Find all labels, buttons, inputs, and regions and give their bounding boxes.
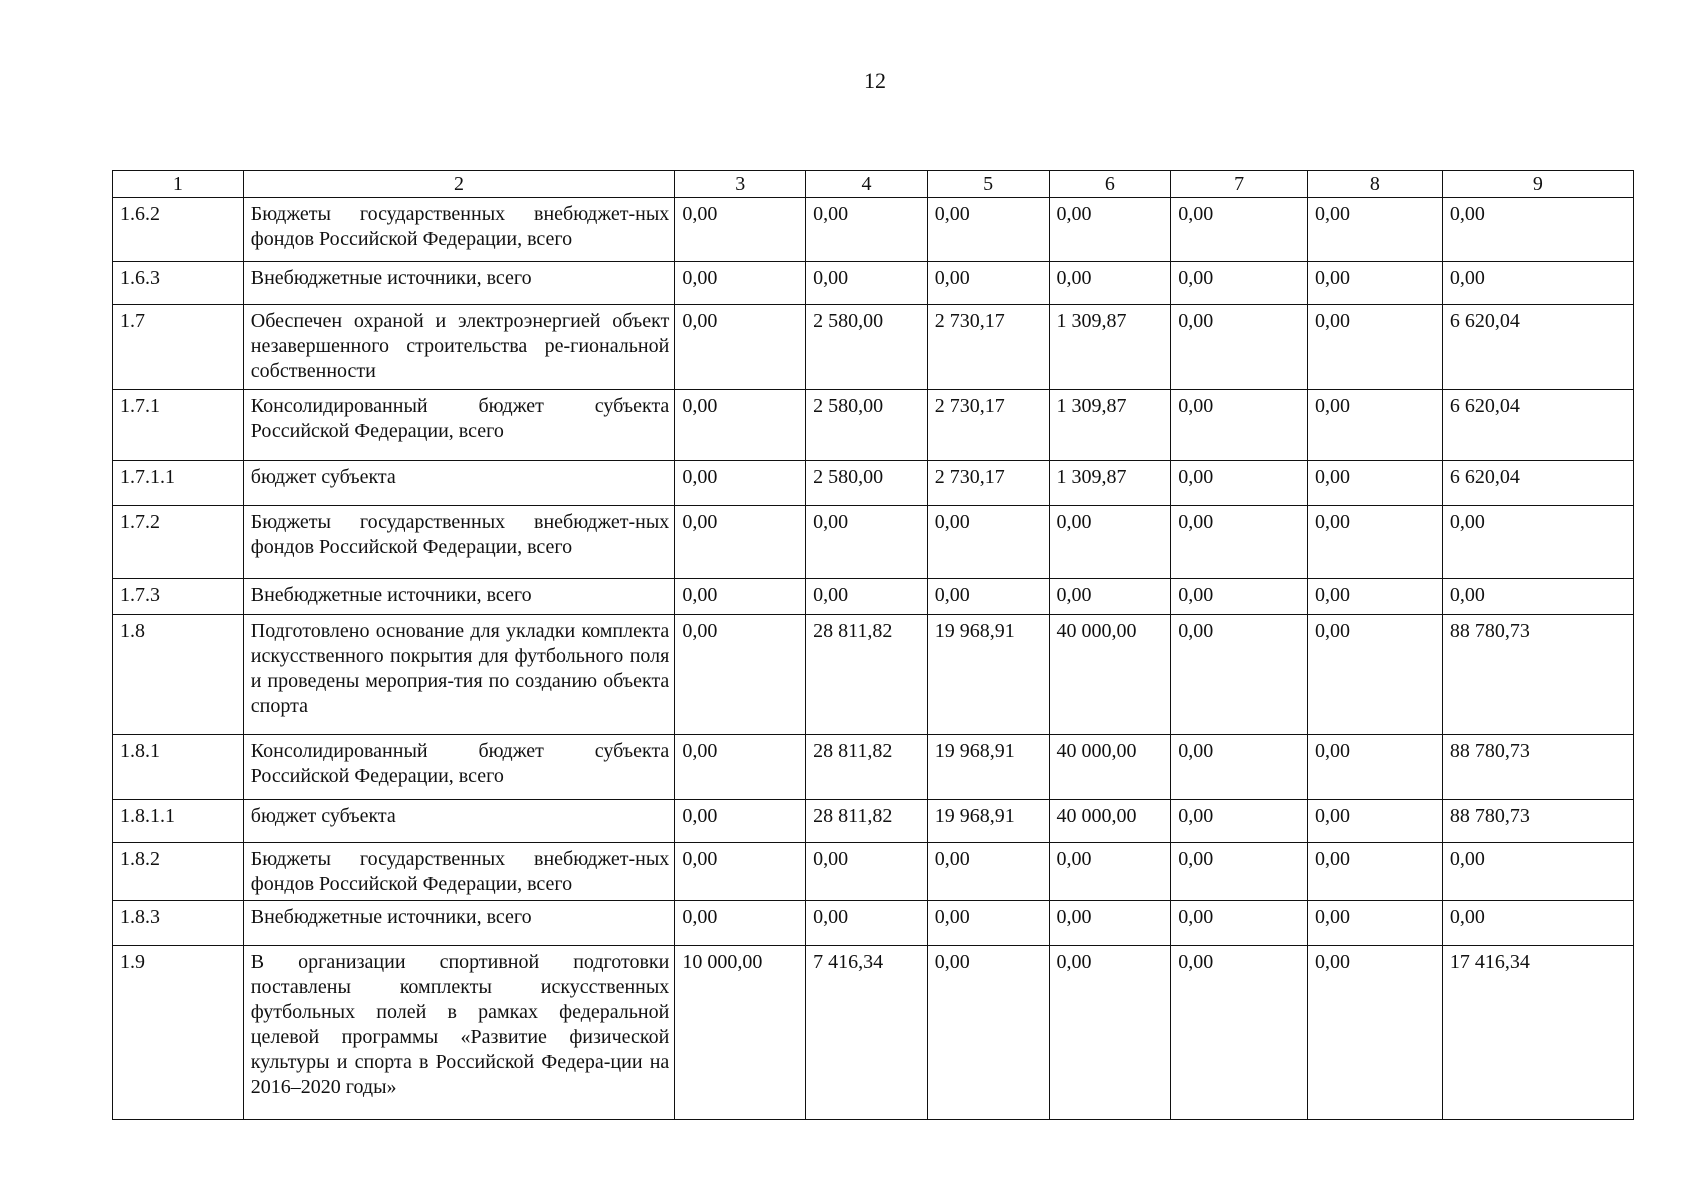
row-code: 1.6.3 [113, 262, 244, 305]
row-value: 0,00 [675, 843, 806, 901]
table-row [113, 198, 1634, 262]
table-row [113, 901, 1634, 946]
row-value: 0,00 [927, 579, 1049, 615]
table-row [113, 579, 1634, 615]
row-value: 0,00 [1049, 946, 1171, 1120]
column-header: 7 [1171, 171, 1308, 198]
row-value: 0,00 [1308, 843, 1443, 901]
row-value: 0,00 [675, 461, 806, 506]
row-value: 0,00 [1171, 262, 1308, 305]
table-row [113, 461, 1634, 506]
row-value: 2 580,00 [806, 461, 928, 506]
row-value: 0,00 [675, 390, 806, 461]
row-name: Бюджеты государственных внебюджет-ных фондов Российской Федерации, всего [243, 843, 675, 901]
row-value: 19 968,91 [927, 800, 1049, 843]
row-value: 0,00 [1171, 946, 1308, 1120]
column-header: 4 [806, 171, 928, 198]
row-name: Обеспечен охраной и электроэнергией объект незавершенного строительства ре-гиональной собственности [243, 305, 675, 390]
row-value: 2 730,17 [927, 461, 1049, 506]
column-header: 2 [243, 171, 675, 198]
row-value: 2 730,17 [927, 305, 1049, 390]
row-value: 0,00 [1049, 262, 1171, 305]
row-value: 0,00 [1171, 579, 1308, 615]
row-value: 2 580,00 [806, 305, 928, 390]
row-name: Внебюджетные источники, всего [243, 901, 675, 946]
table-row [113, 615, 1634, 735]
row-value: 0,00 [1171, 735, 1308, 800]
row-value: 28 811,82 [806, 615, 928, 735]
row-value: 0,00 [1171, 305, 1308, 390]
row-code: 1.8 [113, 615, 244, 735]
row-value: 7 416,34 [806, 946, 928, 1120]
row-value: 40 000,00 [1049, 800, 1171, 843]
row-value: 40 000,00 [1049, 735, 1171, 800]
row-value: 88 780,73 [1442, 615, 1633, 735]
row-code: 1.8.2 [113, 843, 244, 901]
row-value: 0,00 [675, 262, 806, 305]
table-row [113, 800, 1634, 843]
row-value: 0,00 [675, 901, 806, 946]
row-value: 0,00 [675, 615, 806, 735]
row-value: 0,00 [1049, 901, 1171, 946]
row-code: 1.6.2 [113, 198, 244, 262]
row-name: бюджет субъекта [243, 800, 675, 843]
row-value: 19 968,91 [927, 615, 1049, 735]
row-value: 0,00 [1308, 735, 1443, 800]
row-value: 0,00 [675, 800, 806, 843]
row-code: 1.7.1 [113, 390, 244, 461]
column-header: 9 [1442, 171, 1633, 198]
row-code: 1.7.2 [113, 506, 244, 579]
row-value: 0,00 [927, 843, 1049, 901]
row-value: 1 309,87 [1049, 305, 1171, 390]
row-value: 0,00 [806, 506, 928, 579]
column-header: 3 [675, 171, 806, 198]
row-value: 0,00 [1442, 901, 1633, 946]
row-value: 0,00 [806, 843, 928, 901]
row-value: 10 000,00 [675, 946, 806, 1120]
table-row [113, 506, 1634, 579]
row-value: 0,00 [806, 262, 928, 305]
row-value: 0,00 [1308, 579, 1443, 615]
header-row [113, 171, 1634, 198]
row-value: 0,00 [806, 901, 928, 946]
row-value: 0,00 [1171, 390, 1308, 461]
column-header: 6 [1049, 171, 1171, 198]
row-value: 88 780,73 [1442, 800, 1633, 843]
row-value: 0,00 [927, 901, 1049, 946]
row-value: 0,00 [1442, 843, 1633, 901]
page-number: 12 [864, 68, 886, 93]
row-value: 0,00 [1308, 901, 1443, 946]
row-code: 1.8.1 [113, 735, 244, 800]
row-value: 0,00 [1442, 198, 1633, 262]
row-value: 1 309,87 [1049, 390, 1171, 461]
row-value: 88 780,73 [1442, 735, 1633, 800]
table-row [113, 946, 1634, 1120]
row-name: Бюджеты государственных внебюджет-ных фондов Российской Федерации, всего [243, 198, 675, 262]
row-value: 0,00 [1308, 946, 1443, 1120]
row-value: 0,00 [927, 946, 1049, 1120]
row-value: 0,00 [1049, 843, 1171, 901]
row-value: 19 968,91 [927, 735, 1049, 800]
row-value: 0,00 [806, 198, 928, 262]
row-value: 40 000,00 [1049, 615, 1171, 735]
row-value: 28 811,82 [806, 800, 928, 843]
row-value: 0,00 [927, 198, 1049, 262]
row-value: 1 309,87 [1049, 461, 1171, 506]
row-value: 2 580,00 [806, 390, 928, 461]
row-value: 0,00 [1171, 506, 1308, 579]
row-value: 0,00 [675, 579, 806, 615]
table-row [113, 262, 1634, 305]
row-code: 1.8.1.1 [113, 800, 244, 843]
row-value: 0,00 [1442, 506, 1633, 579]
column-header: 5 [927, 171, 1049, 198]
row-name: Консолидированный бюджет субъекта Российской Федерации, всего [243, 390, 675, 461]
row-code: 1.9 [113, 946, 244, 1120]
row-value: 0,00 [1308, 506, 1443, 579]
row-value: 0,00 [1308, 262, 1443, 305]
table-row [113, 843, 1634, 901]
row-value: 0,00 [1171, 843, 1308, 901]
row-value: 0,00 [1171, 901, 1308, 946]
row-value: 0,00 [1308, 198, 1443, 262]
row-name: бюджет субъекта [243, 461, 675, 506]
row-value: 0,00 [675, 305, 806, 390]
row-value: 0,00 [927, 262, 1049, 305]
row-value: 0,00 [1308, 305, 1443, 390]
row-name: Подготовлено основание для укладки комплекта искусственного покрытия для футбольного поля и проведены мероприя-тия по созданию объекта спорта [243, 615, 675, 735]
row-value: 0,00 [1308, 461, 1443, 506]
column-header: 1 [113, 171, 244, 198]
column-header: 8 [1308, 171, 1443, 198]
row-value: 0,00 [1308, 800, 1443, 843]
row-value: 0,00 [1308, 390, 1443, 461]
row-name: Внебюджетные источники, всего [243, 262, 675, 305]
row-name: Внебюджетные источники, всего [243, 579, 675, 615]
row-value: 0,00 [806, 579, 928, 615]
row-value: 0,00 [675, 506, 806, 579]
row-code: 1.7.1.1 [113, 461, 244, 506]
row-value: 6 620,04 [1442, 461, 1633, 506]
row-value: 0,00 [1308, 615, 1443, 735]
row-code: 1.7 [113, 305, 244, 390]
row-value: 0,00 [1442, 579, 1633, 615]
row-value: 0,00 [1171, 461, 1308, 506]
row-value: 28 811,82 [806, 735, 928, 800]
row-value: 0,00 [1171, 198, 1308, 262]
row-value: 0,00 [927, 506, 1049, 579]
row-value: 0,00 [675, 198, 806, 262]
budget-table [112, 170, 1634, 1120]
row-value: 17 416,34 [1442, 946, 1633, 1120]
table-row [113, 735, 1634, 800]
row-name: Консолидированный бюджет субъекта Российской Федерации, всего [243, 735, 675, 800]
row-name: Бюджеты государственных внебюджет-ных фондов Российской Федерации, всего [243, 506, 675, 579]
row-value: 0,00 [1171, 615, 1308, 735]
row-code: 1.8.3 [113, 901, 244, 946]
row-value: 0,00 [1049, 198, 1171, 262]
row-value: 6 620,04 [1442, 305, 1633, 390]
row-value: 0,00 [1171, 800, 1308, 843]
row-value: 0,00 [1049, 579, 1171, 615]
row-code: 1.7.3 [113, 579, 244, 615]
row-name: В организации спортивной подготовки поставлены комплекты искусственных футбольных полей в рамках федеральной целевой программы «Развитие физической культуры и спорта в Российской Федера-ции на 2016–2020 годы» [243, 946, 675, 1120]
row-value: 0,00 [1442, 262, 1633, 305]
row-value: 0,00 [1049, 506, 1171, 579]
row-value: 0,00 [675, 735, 806, 800]
table-row [113, 390, 1634, 461]
row-value: 6 620,04 [1442, 390, 1633, 461]
table-row [113, 305, 1634, 390]
row-value: 2 730,17 [927, 390, 1049, 461]
